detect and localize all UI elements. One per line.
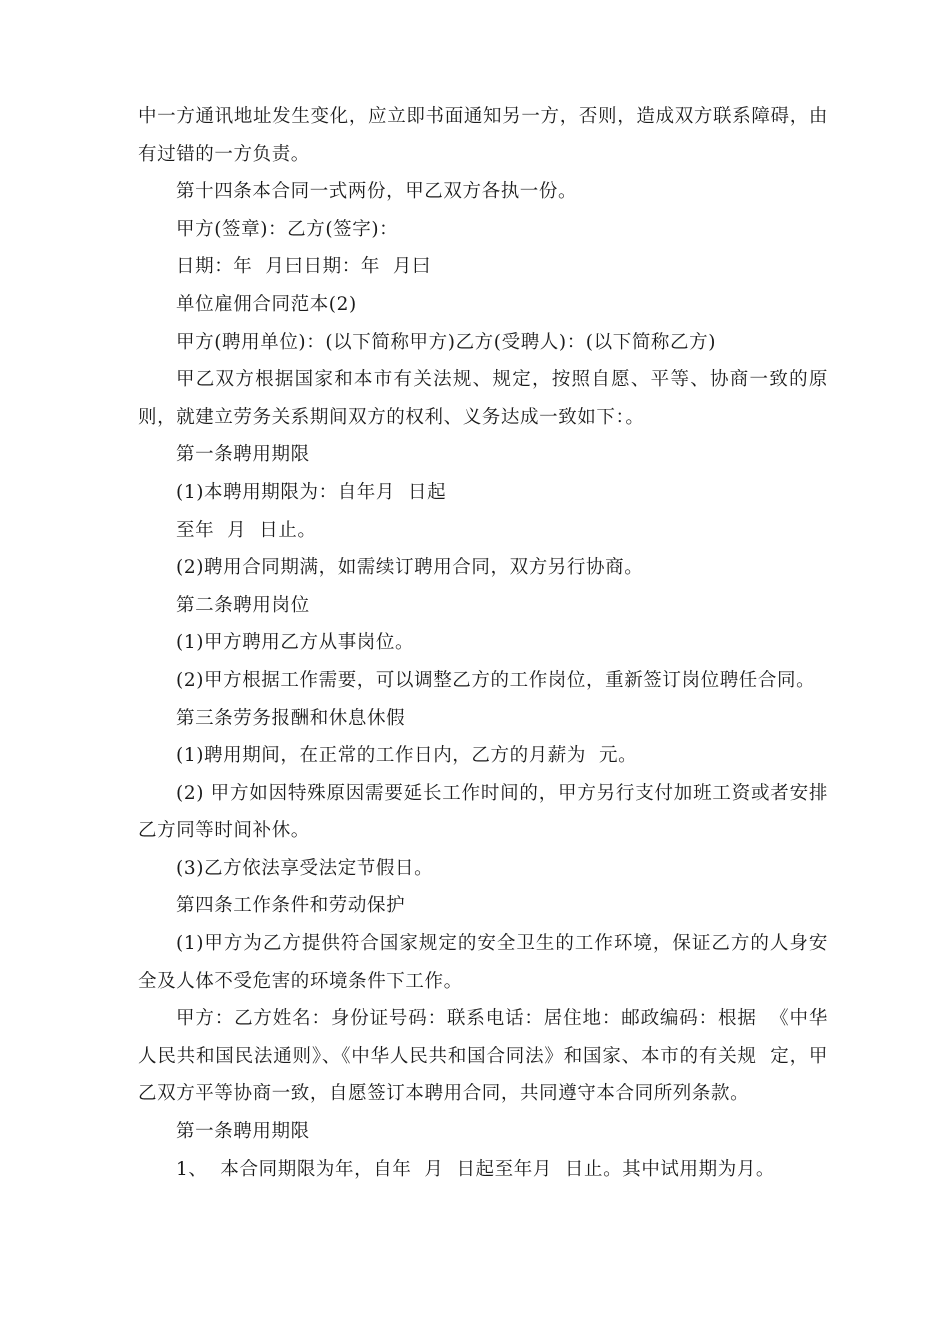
parties-line: 甲方(聘用单位)：(以下简称甲方)乙方(受聘人)：(以下简称乙方) xyxy=(176,331,717,353)
clause-heading-position: 第二条聘用岗位 xyxy=(176,594,310,616)
clause-item: (1)聘用期间，在正常的工作日内，乙方的月薪为 元。 xyxy=(176,745,638,767)
section-title: 单位雇佣合同范本(2) xyxy=(176,293,357,315)
document-body xyxy=(138,98,828,1188)
clause-item: 1、 本合同期限为年，自年 月 日起至年月 日止。其中试用期为月。 xyxy=(176,1158,776,1180)
date-line: 日期：年 月曰日期：年 月曰 xyxy=(176,256,432,278)
signature-line: 甲方(签章)：乙方(签字)： xyxy=(176,218,399,240)
preamble-paragraph: 甲乙双方根据国家和本市有关法规、规定，按照自愿、平等、协商一致的原则，就建立劳务关系期间双方的权利、义务达成一致如下：。 xyxy=(138,369,828,428)
clause-item: (1)本聘用期限为：自年月 日起 xyxy=(176,481,447,503)
party-info-paragraph: 甲方：乙方姓名：身份证号码：联系电话：居住地：邮政编码：根据 《中华人民共和国民法通则》、《中华人民共和国合同法》和国家、本市的有关规 定，甲乙双方平等协商一致，自愿签订本聘用合同，共同遵守本合同所列条款。 xyxy=(138,1008,828,1105)
clause-item: (1)甲方聘用乙方从事岗位。 xyxy=(176,632,415,654)
clause-14: 第十四条本合同一式两份，甲乙双方各执一份。 xyxy=(176,181,578,203)
clause-item: 至年 月 日止。 xyxy=(176,519,317,541)
clause-item: (2)聘用合同期满，如需续订聘用合同，双方另行协商。 xyxy=(176,557,644,579)
clause-heading-conditions: 第四条工作条件和劳动保护 xyxy=(176,895,406,917)
clause-heading-term: 第一条聘用期限 xyxy=(176,444,310,466)
clause-heading-term: 第一条聘用期限 xyxy=(176,1121,310,1143)
paragraph-notice-address: 中一方通讯地址发生变化，应立即书面通知另一方，否则，造成双方联系障碍，由有过错的一方负责。 xyxy=(138,106,828,165)
clause-item: (1)甲方为乙方提供符合国家规定的安全卫生的工作环境，保证乙方的人身安全及人体不受危害的环境条件下工作。 xyxy=(138,933,828,992)
clause-item: (3)乙方依法享受法定节假日。 xyxy=(176,857,434,879)
clause-heading-pay: 第三条劳务报酬和休息休假 xyxy=(176,707,406,729)
clause-item: (2)甲方根据工作需要，可以调整乙方的工作岗位，重新签订岗位聘任合同。 xyxy=(176,669,816,691)
clause-item: (2) 甲方如因特殊原因需要延长工作时间的，甲方另行支付加班工资或者安排乙方同等时间补休。 xyxy=(138,782,828,842)
